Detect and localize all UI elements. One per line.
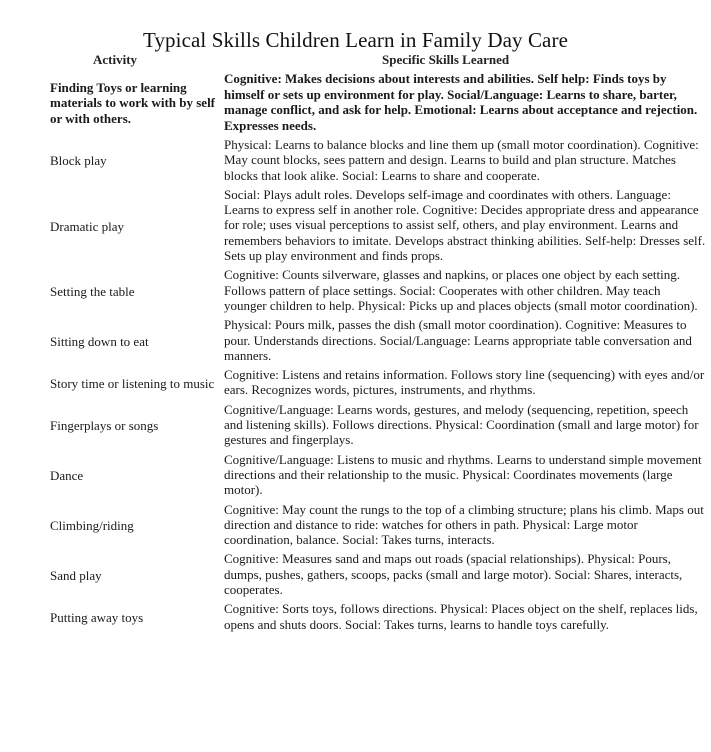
column-header-skills: Specific Skills Learned — [382, 52, 510, 67]
activity-cell: Setting the table — [50, 283, 135, 299]
table-row — [0, 451, 711, 501]
activity-cell: Dramatic play — [50, 218, 124, 234]
skills-cell: Cognitive: Makes decisions about interests and abilities. Self help: Finds toys by himself or sets up environment for play. Social/Language: Learns to share, barter, manage conflict, and ask for help. Emotional: Learns about acceptance and rejection. Expresses needs. — [224, 71, 698, 133]
activity-cell: Finding Toys or learning materials to work with by self or with others. — [50, 79, 216, 126]
table-row — [0, 70, 711, 136]
activity-cell: Sitting down to eat — [50, 333, 149, 349]
table-row — [0, 401, 711, 451]
skills-cell: Cognitive: Listens and retains information. Follows story line (sequencing) with eyes and/or ears. Recognizes words, pictures, instruments, and rhythms. — [224, 367, 705, 398]
activity-cell: Dance — [50, 468, 84, 484]
table-row — [0, 186, 711, 266]
table-row — [0, 136, 711, 186]
skills-cell: Physical: Learns to balance blocks and line them up (small motor coordination). Cognitive: May count blocks, sees pattern and design. Learns to build and plan structure. Matches blocks that look alike. Social: Learns to share and cooperate. — [224, 137, 699, 183]
skills-cell: Cognitive/Language: Listens to music and rhythms. Learns to understand simple movement directions and their relationship to the music. Physical: Coordinates movements (large motor). — [224, 451, 702, 498]
table-row — [0, 600, 711, 635]
skills-cell: Cognitive: Counts silverware, glasses and napkins, or places one object by each setting. Follows pattern of place settings. Social: Cooperates with other children. May teach younger children to help. Physical: Picks up and places objects (small motor coordination). — [224, 267, 698, 313]
skills-cell: Social: Plays adult roles. Develops self-image and coordinates with others. Language: Learns to express self in another role. Cognitive: Decides appropriate dress and appearance for role; uses visual perceptions to assist self, others, and play environment. Learns and remembers behaviors to imitate. Develops abstract thinking abilities. Self-help: Dresses self. Sets up play environment and finds props. — [224, 186, 706, 264]
table-row — [0, 366, 711, 401]
activity-cell: Story time or listening to music — [50, 375, 215, 391]
table-row — [0, 550, 711, 600]
activity-cell: Climbing/riding — [50, 517, 134, 533]
activity-cell: Putting away toys — [50, 610, 144, 626]
activity-cell: Fingerplays or songs — [50, 418, 159, 434]
skills-cell: Cognitive: May count the rungs to the top of a climbing structure; plans his climb. Maps out direction and distance to ride: watches for others in path. Physical: Large motor coordination, balance. Social: Takes turns, interacts. — [224, 501, 704, 548]
skills-cell: Cognitive: Sorts toys, follows directions. Physical: Places object on the shelf, replaces lids, opens and shuts doors. Social: Takes turns, learns to handle toys carefully. — [224, 601, 698, 632]
document-title: Typical Skills Children Learn in Family Day Care — [143, 28, 568, 52]
skills-table — [0, 70, 711, 635]
table-row — [0, 316, 711, 366]
skills-cell: Cognitive/Language: Learns words, gestures, and melody (sequencing, repetition, speech and listening skills). Follows directions. Physical: Coordination (small and large motor) for gestures and fingerplays. — [224, 401, 699, 448]
skills-cell: Physical: Pours milk, passes the dish (small motor coordination). Cognitive: Measures to pour. Understands directions. Social/Language: Learns appropriate table conversation and manners. — [224, 317, 692, 363]
skills-cell: Cognitive: Measures sand and maps out roads (spacial relationships). Physical: Pours, dumps, pushes, gathers, scoops, packs (small and large motor). Social: Shares, interacts, cooperates. — [224, 551, 683, 598]
column-header-activity: Activity — [93, 52, 138, 67]
table-row — [0, 266, 711, 316]
activity-cell: Sand play — [50, 567, 102, 583]
table-row — [0, 501, 711, 551]
activity-cell: Block play — [50, 153, 107, 169]
